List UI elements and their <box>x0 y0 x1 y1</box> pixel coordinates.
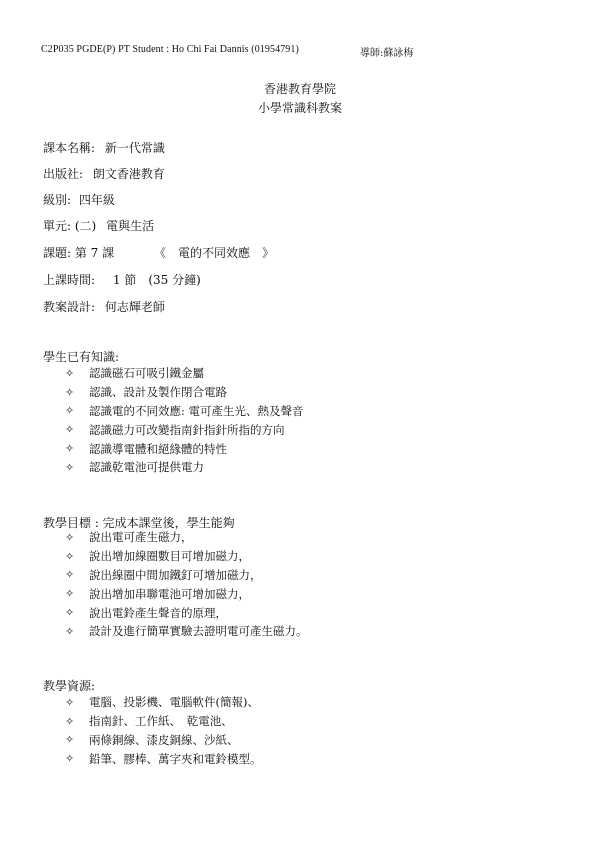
list-item: ✧ 鉛筆、膠棒、萬字夾和電鈴模型。 <box>65 751 262 766</box>
prior-knowledge-list <box>65 364 304 477</box>
designer-value: 何志輝老師 <box>104 300 165 314</box>
diamond-bullet-icon: ✧ <box>65 366 75 380</box>
level-row <box>43 191 115 208</box>
list-item: ✧ 說出線圈中間加鐵釘可增加磁力， <box>65 567 262 582</box>
time-row <box>43 271 201 288</box>
list-item: ✧ 兩條銅線、漆皮銅線、沙紙、 <box>65 732 239 747</box>
list-item: ✧ 認識導電體和絕緣體的特性 <box>65 441 227 456</box>
diamond-bullet-icon: ✧ <box>65 752 75 766</box>
diamond-bullet-icon: ✧ <box>65 568 75 582</box>
unit-row <box>43 217 154 234</box>
list-item: ✧ 電腦、投影機、電腦軟件(簡報)、 <box>65 695 259 710</box>
diamond-bullet-icon: ✧ <box>65 385 75 399</box>
resources-title: 教學資源: <box>43 679 96 693</box>
list-item: ✧ 認識磁力可改變指南針指針所指的方向 <box>65 422 285 437</box>
diamond-bullet-icon: ✧ <box>65 587 75 601</box>
textbook-row <box>43 139 165 156</box>
list-item: ✧ 說出增加串聯電池可增加磁力， <box>65 586 250 601</box>
diamond-bullet-icon: ✧ <box>65 460 75 474</box>
diamond-bullet-icon: ✧ <box>65 442 75 456</box>
supervisor: 導師:蘇詠梅 <box>360 48 414 59</box>
list-item: ✧ 認識乾電池可提供電力 <box>65 460 204 475</box>
list-item: ✧ 說出增加線圈數目可增加磁力， <box>65 549 250 564</box>
diamond-bullet-icon: ✧ <box>65 714 75 728</box>
diamond-bullet-icon: ✧ <box>65 733 75 747</box>
list-item: ✧ 說出電鈴產生聲音的原理， <box>65 605 227 620</box>
designer-label: 教案設計: <box>43 300 96 314</box>
resources-list <box>65 693 262 768</box>
list-item: ✧ 指南針、工作紙、 乾電池、 <box>65 714 233 729</box>
objectives-title: 教學目標 : 完成本課堂後，學生能夠 <box>43 516 235 530</box>
level-label: 級別: <box>43 193 72 207</box>
publisher-value: 朗文香港教育 <box>92 167 165 181</box>
diamond-bullet-icon: ✧ <box>65 423 75 437</box>
list-item: ✧ 認識磁石可吸引鐵金屬 <box>65 366 204 381</box>
textbook-value: 新一代常識 <box>104 141 165 155</box>
list-item: ✧ 認識、設計及製作閉合電路 <box>65 385 227 400</box>
list-item: ✧ 設計及進行簡單實驗去證明電可產生磁力。 <box>65 624 308 639</box>
publisher-label: 出版社: <box>43 167 84 181</box>
topic-row <box>43 244 274 261</box>
time-label: 上課時間: <box>43 273 96 287</box>
textbook-label: 課本名稱: <box>43 141 96 155</box>
diamond-bullet-icon: ✧ <box>65 549 75 563</box>
topic-value: 《 電的不同效應 》 <box>153 246 274 260</box>
level-value: 四年級 <box>78 193 115 207</box>
unit-label: 單元: (二) <box>43 219 97 233</box>
topic-label: 課題: 第 7 課 <box>43 246 115 260</box>
diamond-bullet-icon: ✧ <box>65 624 75 638</box>
publisher-row <box>43 165 165 182</box>
list-item: ✧ 認識電的不同效應: 電可產生光、熱及聲音 <box>65 403 304 418</box>
diamond-bullet-icon: ✧ <box>65 530 75 544</box>
institute-title: 香港教育學院 <box>263 82 336 96</box>
diamond-bullet-icon: ✧ <box>65 606 75 620</box>
list-item: ✧ 說出電可產生磁力， <box>65 530 193 545</box>
prior-knowledge-title: 學生已有知識: <box>43 350 120 364</box>
time-value: 1 節 (35 分鐘) <box>112 273 201 287</box>
unit-value: 電與生活 <box>106 219 155 233</box>
subject-title: 小學常識科教案 <box>257 101 342 115</box>
designer-row <box>43 298 165 315</box>
diamond-bullet-icon: ✧ <box>65 404 75 418</box>
diamond-bullet-icon: ✧ <box>65 695 75 709</box>
course-info: C2P035 PGDE(P) PT Student : Ho Chi Fai Dannis (01954791) <box>41 44 299 55</box>
objectives-list <box>65 528 308 641</box>
